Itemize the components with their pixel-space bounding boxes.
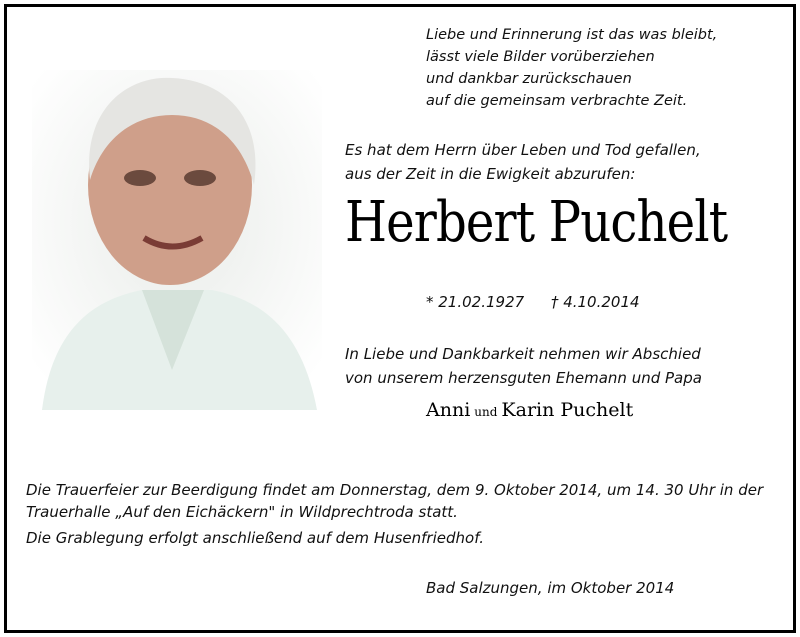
farewell-text [345,342,702,390]
poem-line: lässt viele Bilder vorüberziehen [426,49,655,65]
intro-text [345,138,701,186]
family-second: Karin Puchelt [501,399,634,421]
poem-line: und dankbar zurückschauen [426,71,632,87]
farewell-line: In Liebe und Dankbarkeit nehmen wir Abschied [345,345,701,363]
family-first: Anni [426,399,471,421]
service-line: Die Trauerfeier zur Beerdigung findet am Donnerstag, dem 9. Oktober 2014, um 14. 30 Uhr in der [26,481,764,499]
place-date: Bad Salzungen, im Oktober 2014 [426,579,675,597]
life-dates [426,293,662,311]
family-signature [426,399,633,421]
service-line: Trauerhalle „Auf den Eichäckern" in Wildprechtroda statt. [26,503,458,521]
death-date: † 4.10.2014 [550,293,640,311]
birth-date: * 21.02.1927 [426,293,525,311]
poem [426,24,717,112]
poem-line: Liebe und Erinnerung ist das was bleibt, [426,27,718,43]
poem-line: auf die gemeinsam verbrachte Zeit. [426,93,688,109]
intro-line: Es hat dem Herrn über Leben und Tod gefallen, [345,141,701,159]
portrait-photo [32,70,322,410]
deceased-name: Herbert Puchelt [345,190,728,255]
service-info [26,479,776,523]
burial-info: Die Grablegung erfolgt anschließend auf dem Husenfriedhof. [26,529,484,547]
farewell-line: von unserem herzensguten Ehemann und Papa [345,369,702,387]
family-and: und [474,405,498,419]
intro-line: aus der Zeit in die Ewigkeit abzurufen: [345,165,636,183]
